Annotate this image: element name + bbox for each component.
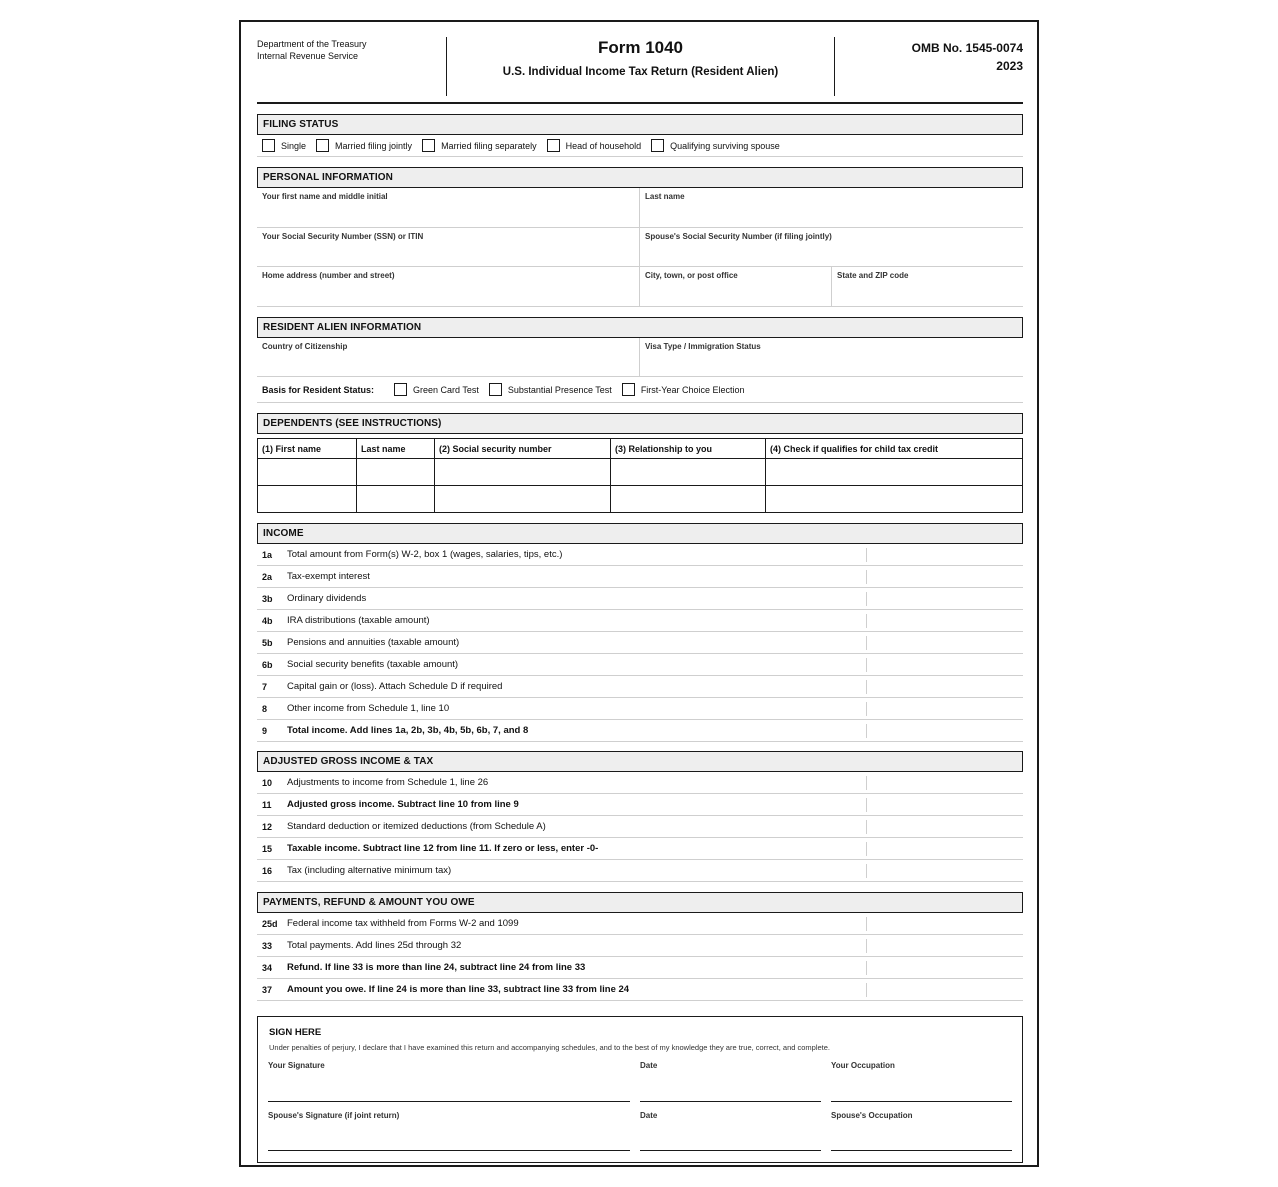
spouse-date-label: Date [640,1111,658,1120]
line-description: Adjustments to income from Schedule 1, line 26 [287,777,489,788]
dependent-first-name-cell[interactable] [258,459,357,486]
spouse-date-line[interactable] [640,1150,821,1151]
line-description: Total amount from Form(s) W-2, box 1 (wages, salaries, tips, etc.) [287,549,563,560]
line-item [257,632,1023,654]
line-item [257,816,1023,838]
line-number: 2a [262,571,273,582]
line-description: Total income. Add lines 1a, 2b, 3b, 4b, 5b, 6b, 7, and 8 [287,725,529,736]
checkbox-label: Head of household [565,140,642,151]
line-description: Tax-exempt interest [287,571,370,582]
sign-title: SIGN HERE [269,1027,322,1038]
line-number: 9 [262,725,268,736]
form-subtitle: U.S. Individual Income Tax Return (Resident Alien) [502,66,779,78]
line-number: 3b [262,593,273,604]
dependent-last-name-cell[interactable] [357,486,435,513]
filing-status-option[interactable] [316,139,412,152]
checkbox-label: Married filing separately [441,140,537,151]
amount-field[interactable] [866,798,867,812]
city-field[interactable] [639,267,831,306]
line-description: Tax (including alternative minimum tax) [287,865,452,876]
ssn-row [257,228,1023,268]
line-number: 8 [262,703,268,714]
line-description: Social security benefits (taxable amount) [287,659,459,670]
dependent-last-name-cell[interactable] [357,459,435,486]
filing-status-option[interactable] [422,139,537,152]
line-item [257,772,1023,794]
filing-status-options [257,135,1023,157]
field-label: Visa Type / Immigration Status [645,341,761,351]
your-signature-line[interactable] [268,1101,630,1102]
field-label: Spouse's Social Security Number (if filing jointly) [645,231,832,241]
amount-field[interactable] [866,820,867,834]
date-line[interactable] [640,1101,821,1102]
amount-field[interactable] [866,614,867,628]
dependent-credit-cell[interactable] [766,486,1023,513]
col-last-name: Last name [357,439,435,459]
dependent-credit-cell[interactable] [766,459,1023,486]
dependents-header-row [258,439,1023,459]
amount-field[interactable] [866,592,867,606]
line-item [257,544,1023,566]
amount-field[interactable] [866,864,867,878]
col-relationship: (3) Relationship to you [611,439,766,459]
line-item [257,794,1023,816]
checkbox[interactable] [489,383,502,396]
checkbox[interactable] [547,139,560,152]
amount-field[interactable] [866,983,867,997]
line-item [257,654,1023,676]
amount-field[interactable] [866,961,867,975]
section-title: INCOME [257,523,1023,544]
field-label: Your first name and middle initial [262,192,388,201]
dependent-row [258,486,1023,513]
line-item [257,957,1023,979]
amount-field[interactable] [866,842,867,856]
amount-field[interactable] [866,570,867,584]
resident-basis-option[interactable] [394,383,479,396]
filing-status-section [257,114,1023,157]
checkbox[interactable] [622,383,635,396]
dept-line-1: Department of the Treasury [257,39,367,49]
checkbox-label: Married filing jointly [335,140,413,151]
checkbox-label: Qualifying surviving spouse [670,140,780,151]
dependent-relationship-cell[interactable] [611,486,766,513]
checkbox-label: Green Card Test [413,384,479,395]
dependent-ssn-cell[interactable] [435,459,611,486]
field-label: City, town, or post office [645,271,738,280]
line-description: Ordinary dividends [287,593,367,604]
field-label: Last name [645,192,685,201]
dependents-table [257,438,1023,513]
dependents-section [257,413,1023,513]
spouse-occupation-line[interactable] [831,1150,1012,1151]
line-description: Pensions and annuities (taxable amount) [287,637,460,648]
spouse-signature-label: Spouse's Signature (if joint return) [268,1111,400,1120]
resident-alien-section [257,317,1023,404]
state-zip-field[interactable] [831,267,1023,306]
filing-status-option[interactable] [651,139,780,152]
first-name-field[interactable] [257,188,639,227]
line-number: 7 [262,681,268,692]
resident-basis-option[interactable] [622,383,745,396]
payments-lines [257,913,1023,1001]
line-number: 10 [262,777,273,788]
line-item [257,979,1023,1001]
line-description: Adjusted gross income. Subtract line 10 from line 9 [287,799,519,810]
section-title: ADJUSTED GROSS INCOME & TAX [257,751,1023,772]
line-number: 37 [262,984,273,995]
ssn-field[interactable] [257,228,639,267]
line-number: 15 [262,843,273,854]
personal-info-section [257,167,1023,307]
amount-field[interactable] [866,724,867,738]
dependent-row [258,459,1023,486]
title-block [447,38,834,78]
income-section [257,523,1023,742]
line-description: Capital gain or (loss). Attach Schedule D if required [287,681,503,692]
filing-status-option[interactable] [262,139,306,152]
section-title: RESIDENT ALIEN INFORMATION [257,317,1023,338]
line-number: 5b [262,637,273,648]
dependent-relationship-cell[interactable] [611,459,766,486]
line-item [257,838,1023,860]
checkbox-label: Single [281,140,307,151]
amount-field[interactable] [866,776,867,790]
agi-section [257,751,1023,882]
line-number: 34 [262,962,273,973]
line-number: 33 [262,940,273,951]
your-occupation-label: Your Occupation [831,1061,895,1070]
line-description: Total payments. Add lines 25d through 32 [287,940,462,951]
section-title: FILING STATUS [257,114,1023,135]
dependent-first-name-cell[interactable] [258,486,357,513]
line-description: Federal income tax withheld from Forms W-2 and 1099 [287,918,519,929]
resident-basis-option[interactable] [489,383,612,396]
line-number: 25d [262,918,278,929]
sign-here-section [257,1016,1023,1163]
visa-field[interactable] [639,338,1023,377]
section-title: PAYMENTS, REFUND & AMOUNT YOU OWE [257,892,1023,913]
line-number: 16 [262,865,273,876]
line-description: Amount you owe. If line 24 is more than line 33, subtract line 33 from line 24 [287,984,630,995]
tax-year: 2023 [996,59,1023,73]
line-number: 11 [262,799,272,810]
last-name-field[interactable] [639,188,1023,227]
line-description: Refund. If line 33 is more than line 24, subtract line 24 from line 33 [287,962,586,973]
amount-field[interactable] [866,636,867,650]
date-label: Date [640,1061,658,1070]
line-description: Standard deduction or itemized deductions (from Schedule A) [287,821,546,832]
payments-section [257,892,1023,1001]
field-label: State and ZIP code [837,271,909,280]
field-label: Country of Citizenship [262,341,348,351]
field-label: Your Social Security Number (SSN) or ITIN [262,231,424,241]
header-divider-right [834,37,835,96]
line-item [257,720,1023,742]
your-occupation-line[interactable] [831,1101,1012,1102]
line-number: 6b [262,659,273,670]
dept-line-2: Internal Revenue Service [257,51,359,61]
line-description: Other income from Schedule 1, line 10 [287,703,450,714]
checkbox[interactable] [262,139,275,152]
line-item [257,676,1023,698]
dependent-ssn-cell[interactable] [435,486,611,513]
col-ssn: (2) Social security number [435,439,611,459]
omb-block [912,39,1023,75]
agency-block [257,38,367,62]
spouse-signature-line[interactable] [268,1150,630,1151]
line-item [257,588,1023,610]
amount-field[interactable] [866,702,867,716]
perjury-declaration: Under penalties of perjury, I declare that I have examined this return and accompanying schedules, and to the best of my knowledge they are true, correct, and complete. [269,1043,831,1052]
spouse-occupation-label: Spouse's Occupation [831,1111,913,1120]
line-description: IRA distributions (taxable amount) [287,615,430,626]
line-item [257,913,1023,935]
checkbox-label: First-Year Choice Election [640,384,745,395]
name-row [257,188,1023,228]
amount-field[interactable] [866,680,867,694]
omb-number: OMB No. 1545-0074 [911,41,1023,55]
form-1040 [239,20,1039,1167]
form-body [257,22,1023,1163]
checkbox[interactable] [422,139,435,152]
checkbox[interactable] [316,139,329,152]
line-number: 12 [262,821,273,832]
amount-field[interactable] [866,939,867,953]
col-first-name: (1) First name [258,439,357,459]
citizenship-row [257,338,1023,378]
line-item [257,935,1023,957]
section-title: PERSONAL INFORMATION [257,167,1023,188]
filing-status-option[interactable] [547,139,642,152]
checkbox[interactable] [651,139,664,152]
checkbox[interactable] [394,383,407,396]
amount-field[interactable] [866,658,867,672]
spouse-ssn-field[interactable] [639,228,1023,267]
basis-label: Basis for Resident Status: [262,384,375,395]
resident-basis-row [257,377,1023,403]
line-number: 1a [262,549,273,560]
line-item [257,566,1023,588]
citizenship-field[interactable] [257,338,639,377]
checkbox-label: Substantial Presence Test [507,384,612,395]
address-field[interactable] [257,267,639,306]
col-child-tax-credit: (4) Check if qualifies for child tax credit [766,439,1023,459]
form-header [257,37,1023,104]
amount-field[interactable] [866,917,867,931]
form-title: Form 1040 [597,38,684,57]
address-row [257,267,1023,307]
line-item [257,860,1023,882]
field-label: Home address (number and street) [262,271,395,280]
line-item [257,698,1023,720]
line-number: 4b [262,615,273,626]
section-title: DEPENDENTS (SEE INSTRUCTIONS) [257,413,1023,434]
income-lines [257,544,1023,742]
agi-lines [257,772,1023,882]
line-description: Taxable income. Subtract line 12 from line 11. If zero or less, enter -0- [287,843,599,854]
line-item [257,610,1023,632]
amount-field[interactable] [866,548,867,562]
your-signature-label: Your Signature [268,1061,325,1070]
